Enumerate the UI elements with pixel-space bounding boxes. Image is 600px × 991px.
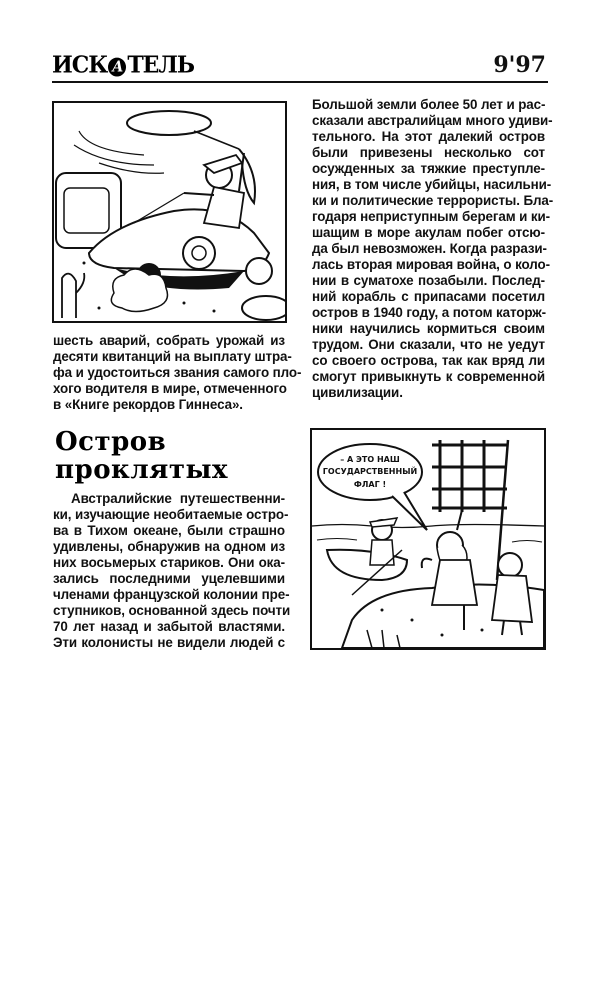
- text-line: ники научились кормиться своим: [312, 321, 545, 336]
- car-cartoon-illustration: [52, 101, 287, 323]
- text-line: Большой земли более 50 лет и рас-: [312, 97, 546, 112]
- title-line: Остров: [55, 427, 167, 457]
- text-line: годаря неприступным берегам и ки-: [312, 209, 550, 224]
- text-line: трудом. Они сказали, что не уедут: [312, 337, 545, 352]
- text-line: со своего острова, так как вряд ли: [312, 353, 545, 368]
- text-line: в «Книге рекордов Гиннеса».: [53, 397, 243, 412]
- lattice-flag: [432, 440, 507, 512]
- text-line: ния, в том числе убийцы, насильни-: [312, 177, 552, 192]
- article-title: [55, 428, 228, 484]
- bubble-line: ФЛАГ !: [353, 480, 387, 489]
- castaways-flag-icon: [312, 430, 544, 648]
- article-body-left: [53, 491, 291, 651]
- title-line: проклятых: [55, 455, 229, 485]
- text-line: удивлены, обнаружив на одном из: [53, 539, 285, 554]
- header-rule: [52, 81, 548, 83]
- text-line: ки, изучающие необитаемые остро-: [53, 507, 289, 522]
- issue-number: 9'97: [493, 52, 546, 78]
- text-line: ва в Тихом океане, были страшно: [53, 523, 285, 538]
- text-line: ний корабль с припасами посетил: [312, 289, 545, 304]
- text-line: зались последними уцелевшими: [53, 571, 285, 586]
- text-line: них восьмерых стариков. Они ока-: [53, 555, 285, 570]
- text-line: нии в суматохе позабыли. Послед-: [312, 273, 545, 288]
- text-line: шесть аварий, собрать урожай из: [53, 333, 285, 348]
- article-body-right: [312, 97, 554, 401]
- text-line: да был невозможен. Когда разрази-: [312, 241, 547, 256]
- text-line: 70 лет назад и забытой властями.: [53, 619, 285, 634]
- text-line: сказали австралийцам много удиви-: [312, 113, 553, 128]
- logo-a-circle-icon: А: [108, 58, 126, 77]
- text-line: членами французской колонии пре-: [53, 587, 290, 602]
- text-line: тельного. На этот далекий остров: [312, 129, 545, 144]
- bubble-line: ГОСУДАРСТВЕННЫЙ: [322, 467, 418, 476]
- text-line: цивилизации.: [312, 385, 403, 400]
- text-line: смогут привыкнуть к современной: [312, 369, 545, 384]
- logo-text-end: ТЕЛЬ: [127, 51, 195, 79]
- text-line: Австралийские путешественни-: [71, 491, 285, 506]
- text-line: ки и политические террористы. Бла-: [312, 193, 554, 208]
- text-line: осужденных за тяжкие преступле-: [312, 161, 545, 176]
- left-column-continuation: [53, 333, 302, 413]
- text-line: остров в 1940 году, а потом каторж-: [312, 305, 547, 320]
- text-line: Эти колонисты не видели людей с: [53, 635, 285, 650]
- text-line: хого водителя в мире, отмеченного: [53, 381, 287, 396]
- island-cartoon-illustration: [310, 428, 546, 650]
- text-line: десяти квитанций на выплату штра-: [53, 349, 292, 364]
- text-line: фа и удостоиться звания самого пло-: [53, 365, 302, 380]
- cowboy-car-icon: [54, 103, 285, 321]
- magazine-logo: [52, 51, 194, 78]
- logo-text-start: ИСК: [52, 51, 108, 79]
- text-line: ступников, основанной здесь почти: [53, 603, 291, 618]
- text-line: шащим в море акулам побег отсю-: [312, 225, 545, 240]
- text-line: лась вторая мировая война, о коло-: [312, 257, 550, 272]
- bubble-line: – А ЭТО НАШ: [340, 455, 400, 464]
- text-line: были привезены несколько сот: [312, 145, 545, 160]
